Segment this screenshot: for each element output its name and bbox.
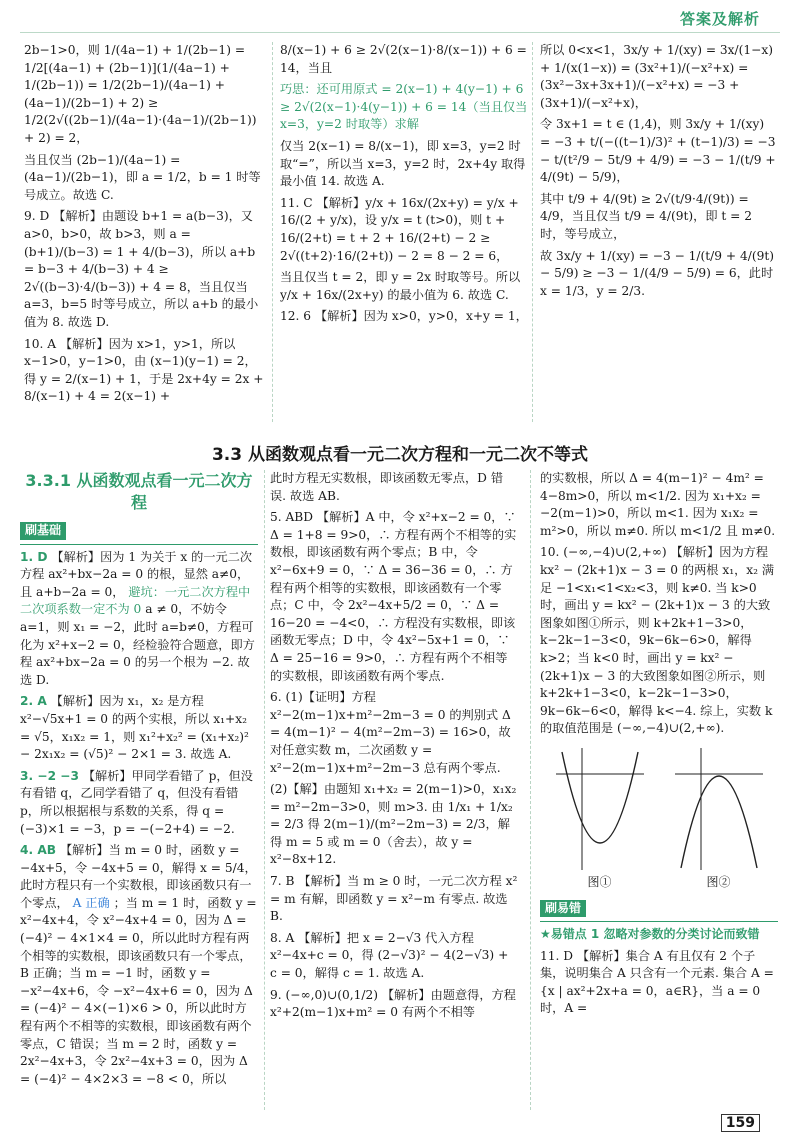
top-column-2 — [280, 42, 528, 420]
graph-2 — [671, 744, 767, 892]
answer-7: 7. B 【解析】当 m ≥ 0 时，一元二次方程 x² = m 有解，即函数 y = x²−m 有零点. 故选 B. — [270, 874, 518, 924]
answer-number: 2. A — [20, 694, 47, 709]
bottom-column-3 — [540, 470, 778, 1110]
hint-note: 避坑：一元二次方程中二次项系数一定不为 0 — [20, 584, 251, 617]
correct-note: A 正确 — [72, 895, 110, 910]
section-title: 3.3 从函数观点看一元二次方程和一元二次不等式 — [211, 445, 589, 465]
answer-number: 1. D — [20, 549, 48, 564]
answer-10: 10. (−∞,−4)∪(2,+∞) 【解析】因为方程 kx² − (2k+1)x − 3 = 0 的两根 x₁，x₂ 满足 −1<x₁<1<x₂<3，则 k≠0. 当 k>0 时，画出 y = kx² − (2k+1)x − 3 的大致图象如图①所示，则 k+2k+1−3>0，k−2k−1−3<0，9k−6k−6>0，解得 k>2；当 k<0 时，画出 y = kx² − (2k+1)x − 3 的大致图象如图②所示，则 k+2k+1−3<0，k−2k−1−3>0，9k−6k−6<0，解得 k<−4. 综上，实数 k 的取值范围是 (−∞,−4)∪(2,+∞). — [540, 545, 775, 736]
answer-6-part-1: 6. (1)【证明】方程 x²−2(m−1)x+m²−2m−3 = 0 的判别式 Δ = 4(m−1)² − 4(m²−2m−3) = 16>0，故对任意实数 m，二次函数 y = x²−2(m−1)x+m²−2m−3 总有两个零点. — [270, 690, 511, 775]
answer-8: 8. A 【解析】把 x = 2−√3 代入方程 x²−4x+c = 0，得 (2−√3)² − 4(2−√3) + c = 0，解得 c = 1. 故选 A. — [270, 930, 509, 981]
answer-4 — [20, 842, 258, 1088]
paragraph: 故 3x/y + 1/(xy) = −3 − 1/(t/9 + 4/(9t) − 5/9) ≥ −3 − 1/(4/9 − 5/9) = 6，此时 x = 1/3，y = 2/3. — [540, 248, 775, 298]
column-divider — [264, 470, 265, 1110]
header-rule — [20, 32, 780, 33]
answer-11: 11. C 【解析】y/x + 16x/(2x+y) = y/x + 16/(2 + y/x)，设 y/x = t (t>0)，则 t + 16/(2+t) = t + 2 + 16/(2+t) − 2 ≥ 2√((t+2)·16/(2+t)) − 2 = 8 − 2 = 6， — [280, 195, 519, 263]
answer-3 — [20, 768, 258, 838]
column-divider — [530, 470, 531, 1110]
paragraph: 当且仅当 (2b−1)/(4a−1) = (4a−1)/(2b−1)，即 a = 1/2，b = 1 时等号成立。故选 C. — [24, 152, 261, 202]
answer-number: 3. −2 −3 — [20, 768, 79, 783]
bottom-column-1 — [20, 470, 258, 1110]
parabola-up-graph — [552, 744, 648, 874]
basics-rule — [20, 520, 258, 545]
errors-badge: 刷易错 — [540, 900, 586, 918]
answer-2 — [20, 693, 258, 763]
graph-1 — [552, 744, 648, 892]
header-title: 答案及解析 — [679, 10, 760, 28]
basics-badge: 刷基础 — [20, 522, 66, 540]
hint-note: 巧思：还可用原式 = 2(x−1) + 4(y−1) + 6 ≥ 2√(2(x−1)·4(y−1)) + 6 = 14（当且仅当 x=3，y=2 时取等）求解 — [280, 82, 528, 132]
graph-1-caption: 图① — [587, 874, 612, 889]
top-column-3 — [540, 42, 778, 420]
answer-10: 10. A 【解析】因为 x>1，y>1，所以 x−1>0，y−1>0，由 (x−1)(y−1) = 2，得 y = 2/(x−1) + 1，于是 2x+4y = 2x + 8/(x−1) + 4 = 2(x−1) + — [24, 336, 264, 404]
paragraph: 令 3x+1 = t ∈ (1,4)，则 3x/y + 1/(xy) = −3 + t/(−((t−1)/3)² + (t−1)/3) = −3 − t/(t²/9 − 5t/9 + 4/9) = −3 − 1/(t/9 + 4/(9t) − 5/9)， — [540, 117, 776, 185]
paragraph: 8/(x−1) + 6 ≥ 2√(2(x−1)·8/(x−1)) + 6 = 14，当且 — [280, 43, 527, 75]
answer-5: 5. ABD 【解析】A 中，令 x²+x−2 = 0，∵ Δ = 1+8 = 9>0，∴ 方程有两个不相等的实数根，即该函数有两个零点；B 中，令 x²−6x+9 = 0，∵ Δ = 36−36 = 0，∴ 方程有两个相等的实数根，即该函数有一个零点；C 中，令 2x²−4x+5/2 = 0，∵ Δ = 16−20 = −4<0，∴ 方程没有实数根，即该函数无零点；D 中，令 4x²−5x+1 = 0，∵ Δ = 25−16 = 9>0，∴ 方程有两个不相等的实数根，即该函数有两个零点. — [270, 510, 517, 683]
paragraph: 其中 t/9 + 4/(9t) ≥ 2√(t/9·4/(9t)) = 4/9，当且仅当 t/9 = 4/(9t)，即 t = 2 时，等号成立， — [540, 191, 753, 241]
paragraph: 仅当 2(x−1) = 8/(x−1)，即 x=3，y=2 时取“=”，所以当 x=3，y=2 时，2x+4y 取得最小值 14. 故选 A. — [280, 138, 526, 189]
parabola-down-graph — [671, 744, 767, 874]
answer-text: 【解析】甲同学看错了 p，但没有看错 q，乙同学看错了 q，但没有看错 p，所以根据根与系数的关系，得 q = (−3)×1 = −3，p = −(−2+4) = −2. — [20, 768, 253, 836]
answer-9: 9. D 【解析】由题设 b+1 = a(b−3)，又 a>0，b>0，故 b>3，则 a = (b+1)/(b−3) = 1 + 4/(b−3)，所以 a+b = b−3 + 4/(b−3) + 4 ≥ 2√((b−3)·4/(b−3)) + 4 = 8，当且仅当 a=3，b=5 时等号成立，所以 a+b 的最小值为 8. 故选 D. — [24, 209, 259, 329]
column-divider — [272, 42, 273, 422]
answer-1 — [20, 549, 258, 690]
answer-6-part-2: (2)【解】由题知 x₁+x₂ = 2(m−1)>0，x₁x₂ = m²−2m−3>0，则 m>3. 由 1/x₁ + 1/x₂ = 2/3 得 2(m−1)/(m²−2m−3) = 2/3，解得 m = 5 或 m = 0（舍去），故 y = x²−8x+12. — [270, 782, 517, 867]
paragraph: 2b−1>0，则 1/(4a−1) + 1/(2b−1) = 1/2[(4a−1) + (2b−1)](1/(4a−1) + 1/(2b−1)) = 1/2(2b−1)/(4a−1) + (4a−1)/(2b−1) + 2) ≥ 1/2(2√((2b−1)/(4a−1)·(4a−1)/(2b−1)) + 2) = 2， — [24, 43, 257, 145]
answer-number: 4. AB — [20, 843, 57, 858]
column-divider — [532, 42, 533, 422]
paragraph: 当且仅当 t = 2，即 y = 2x 时取等号。所以 y/x + 16x/(2x+y) 的最小值为 6. 故选 C. — [280, 270, 521, 302]
answer-text: 【解析】因为 x₁，x₂ 是方程 x²−√5x+1 = 0 的两个实根，所以 x₁+x₂ = √5，x₁x₂ = 1，则 x₁²+x₂² = (x₁+x₂)² − 2x₁x₂ = (√5)² − 2×1 = 3. 故选 A. — [20, 694, 249, 762]
paragraph: 的实数根，所以 Δ = 4(m−1)² − 4m² = 4−8m>0，所以 m<1/2. 因为 x₁+x₂ = −2(m−1)>0，所以 m<1. 因为 x₁x₂ = m²>0，所以 m≠0. 所以 m<1/2 且 m≠0. — [540, 471, 776, 538]
graphs — [540, 744, 778, 892]
subsection-title: 3.3.1 从函数观点看一元二次方程 — [25, 471, 253, 512]
answer-text: ；当 m = 1 时，函数 y = x²−4x+4，令 x²−4x+4 = 0，因为 Δ = (−4)² − 4×1×4 = 0，所以此时方程有两个相等的实数根，即该函数只有一个零点，B 正确；当 m = −1 时，函数 y = −x²−4x+6，令 −x²−4x+6 = 0，因为 Δ = (−4)² − 4×(−1)×6 > 0，所以此时方程有两个不相等的实数根，即该函数有两个零点，C 错误；当 m = 2 时，函数 y = 2x²−4x+3，令 2x²−4x+3 = 0，因为 Δ = (−4)² − 4×2×3 = −8 < 0，所以 — [20, 895, 257, 1086]
paragraph: 此时方程无实数根，即该函数无零点，D 错误. 故选 AB. — [270, 471, 504, 503]
bottom-column-2 — [270, 470, 518, 1110]
answer-text: 【解析】当 m = 0 时，函数 y = −4x+5，令 −4x+5 = 0，解得 x = 5/4，此时方程只有一个实数根，即该函数只有一个零点， — [20, 843, 257, 910]
answer-9: 9. (−∞,0)∪(0,1/2) 【解析】由题意得，方程 x²+2(m−1)x+m² = 0 有两个不相等 — [270, 987, 516, 1020]
error-point-title: ★易错点 1 忽略对参数的分类讨论而致错 — [540, 927, 760, 942]
page-number: 159 — [721, 1114, 760, 1132]
answer-text: 【解析】因为 1 为关于 x 的一元二次方程 ax²+bx−2a = 0 的根，显然 a≠0，且 a+b−2a = 0， — [20, 549, 253, 599]
paragraph: 所以 0<x<1，3x/y + 1/(xy) = 3x/(1−x) + 1/(x(1−x)) = (3x²+1)/(−x²+x) = (3x²−3x+3x+1)/(−x²+x) = −3 + (3x+1)/(−x²+x)， — [540, 43, 773, 110]
answer-text: a ≠ 0，不妨令 a=1，则 x₁ = −2，此时 a=b≠0，方程可化为 x²+x−2 = 0，经检验符合题意，即方程 ax²+bx−2a = 0 的另一个根为 −2. 故选 D. — [20, 602, 255, 687]
graph-2-caption: 图② — [706, 874, 731, 889]
answer-11: 11. D 【解析】集合 A 有且仅有 2 个子集，说明集合 A 只含有一个元素. 集合 A = {x | ax²+2x+a = 0，a∈R}，当 a = 0 时，A = — [540, 948, 774, 1016]
top-column-1 — [24, 42, 268, 420]
errors-rule — [540, 898, 778, 923]
answer-12: 12. 6 【解析】因为 x>0，y>0，x+y = 1， — [280, 309, 528, 324]
